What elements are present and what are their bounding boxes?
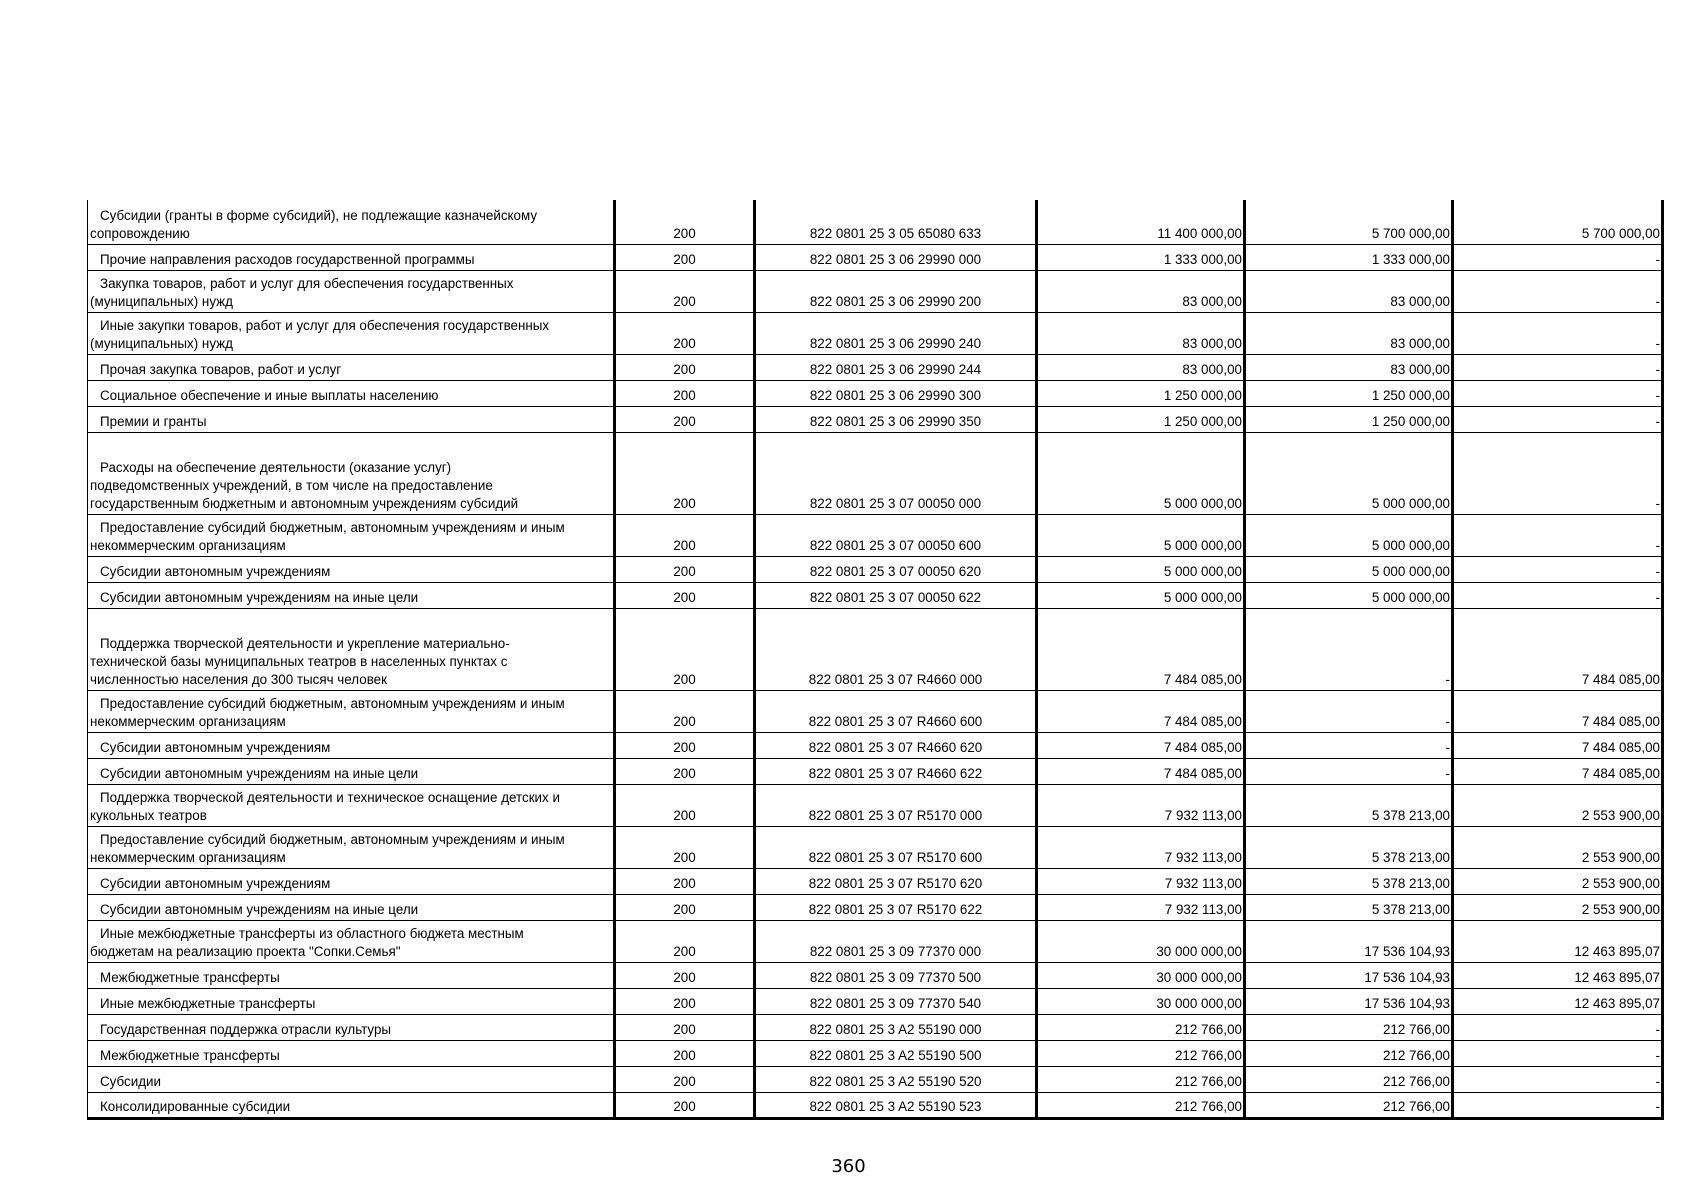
row-name: Закупка товаров, работ и услуг для обеспечения государственных (муниципальных) нужд <box>88 270 615 312</box>
row-admin-code: 200 <box>615 962 755 988</box>
row-budget-code: 822 0801 25 3 06 29990 000 <box>755 244 1037 270</box>
row-total-amount: 1 250 000,00 <box>1037 380 1245 406</box>
table-row <box>88 868 1663 894</box>
row-budget-code: 822 0801 25 3 07 00050 622 <box>755 582 1037 608</box>
row-budget-code: 822 0801 25 3 06 29990 200 <box>755 270 1037 312</box>
table-row <box>88 608 1663 690</box>
table-row <box>88 784 1663 826</box>
row-amount-3: 12 463 895,07 <box>1453 920 1663 962</box>
row-total-amount: 7 932 113,00 <box>1037 894 1245 920</box>
table-row <box>88 962 1663 988</box>
row-amount-2: 5 378 213,00 <box>1245 826 1453 868</box>
row-amount-2: 212 766,00 <box>1245 1066 1453 1092</box>
row-admin-code: 200 <box>615 244 755 270</box>
row-admin-code: 200 <box>615 1014 755 1040</box>
row-admin-code: 200 <box>615 556 755 582</box>
row-total-amount: 5 000 000,00 <box>1037 514 1245 556</box>
table-row <box>88 582 1663 608</box>
row-amount-3: - <box>1453 406 1663 432</box>
row-name: Субсидии автономным учреждениям <box>88 556 615 582</box>
row-total-amount: 30 000 000,00 <box>1037 988 1245 1014</box>
row-amount-3: - <box>1453 1040 1663 1066</box>
table-row <box>88 514 1663 556</box>
row-total-amount: 7 484 085,00 <box>1037 732 1245 758</box>
row-name: Иные межбюджетные трансферты из областного бюджета местным бюджетам на реализацию проекта "Сопки.Семья" <box>88 920 615 962</box>
row-name: Предоставление субсидий бюджетным, автономным учреждениям и иным некоммерческим организациям <box>88 514 615 556</box>
row-total-amount: 7 932 113,00 <box>1037 784 1245 826</box>
page-number: 360 <box>831 1156 866 1177</box>
row-name: Прочая закупка товаров, работ и услуг <box>88 354 615 380</box>
row-amount-2: 5 000 000,00 <box>1245 582 1453 608</box>
row-name: Консолидированные субсидии <box>88 1092 615 1118</box>
row-amount-3: - <box>1453 1066 1663 1092</box>
row-total-amount: 83 000,00 <box>1037 354 1245 380</box>
row-amount-2: 5 000 000,00 <box>1245 514 1453 556</box>
row-budget-code: 822 0801 25 3 07 00050 620 <box>755 556 1037 582</box>
row-budget-code: 822 0801 25 3 07 R5170 600 <box>755 826 1037 868</box>
row-admin-code: 200 <box>615 894 755 920</box>
row-budget-code: 822 0801 25 3 07 00050 000 <box>755 432 1037 514</box>
row-total-amount: 5 000 000,00 <box>1037 556 1245 582</box>
row-amount-3: - <box>1453 354 1663 380</box>
row-amount-3: - <box>1453 1092 1663 1118</box>
row-amount-2: - <box>1245 758 1453 784</box>
row-total-amount: 1 333 000,00 <box>1037 244 1245 270</box>
row-budget-code: 822 0801 25 3 07 R5170 000 <box>755 784 1037 826</box>
row-name: Поддержка творческой деятельности и укрепление материально- технической базы муниципальных театров в населенных пунктах с численностью населения до 300 тысяч человек <box>88 608 615 690</box>
row-admin-code: 200 <box>615 312 755 354</box>
budget-table-body <box>88 200 1663 1118</box>
row-total-amount: 83 000,00 <box>1037 270 1245 312</box>
row-admin-code: 200 <box>615 1040 755 1066</box>
table-row <box>88 988 1663 1014</box>
row-amount-3: 12 463 895,07 <box>1453 988 1663 1014</box>
table-row <box>88 1014 1663 1040</box>
row-budget-code: 822 0801 25 3 07 R4660 620 <box>755 732 1037 758</box>
row-amount-2: - <box>1245 690 1453 732</box>
row-amount-2: 212 766,00 <box>1245 1014 1453 1040</box>
row-budget-code: 822 0801 25 3 A2 55190 523 <box>755 1092 1037 1118</box>
row-total-amount: 212 766,00 <box>1037 1092 1245 1118</box>
row-budget-code: 822 0801 25 3 A2 55190 000 <box>755 1014 1037 1040</box>
row-total-amount: 30 000 000,00 <box>1037 962 1245 988</box>
row-budget-code: 822 0801 25 3 A2 55190 520 <box>755 1066 1037 1092</box>
row-amount-2: 83 000,00 <box>1245 270 1453 312</box>
row-amount-3: 5 700 000,00 <box>1453 200 1663 244</box>
table-row <box>88 920 1663 962</box>
row-amount-3: - <box>1453 380 1663 406</box>
row-name: Предоставление субсидий бюджетным, автономным учреждениям и иным некоммерческим организациям <box>88 826 615 868</box>
row-amount-2: 1 250 000,00 <box>1245 380 1453 406</box>
row-admin-code: 200 <box>615 1066 755 1092</box>
row-name: Субсидии автономным учреждениям на иные цели <box>88 758 615 784</box>
row-budget-code: 822 0801 25 3 07 00050 600 <box>755 514 1037 556</box>
table-row <box>88 406 1663 432</box>
row-amount-3: 7 484 085,00 <box>1453 608 1663 690</box>
table-row <box>88 354 1663 380</box>
table-row <box>88 556 1663 582</box>
row-budget-code: 822 0801 25 3 05 65080 633 <box>755 200 1037 244</box>
budget-table <box>87 200 1664 1120</box>
row-amount-3: - <box>1453 432 1663 514</box>
row-budget-code: 822 0801 25 3 07 R4660 622 <box>755 758 1037 784</box>
table-row <box>88 432 1663 514</box>
row-amount-2: 212 766,00 <box>1245 1092 1453 1118</box>
row-amount-2: 83 000,00 <box>1245 312 1453 354</box>
row-amount-2: 17 536 104,93 <box>1245 988 1453 1014</box>
row-amount-2: 17 536 104,93 <box>1245 962 1453 988</box>
row-amount-3: - <box>1453 244 1663 270</box>
table-row <box>88 380 1663 406</box>
row-admin-code: 200 <box>615 432 755 514</box>
row-name: Иные межбюджетные трансферты <box>88 988 615 1014</box>
row-name: Социальное обеспечение и иные выплаты населению <box>88 380 615 406</box>
row-budget-code: 822 0801 25 3 09 77370 000 <box>755 920 1037 962</box>
row-total-amount: 7 484 085,00 <box>1037 758 1245 784</box>
row-total-amount: 5 000 000,00 <box>1037 582 1245 608</box>
row-admin-code: 200 <box>615 988 755 1014</box>
row-amount-2: 212 766,00 <box>1245 1040 1453 1066</box>
row-amount-3: 2 553 900,00 <box>1453 894 1663 920</box>
row-budget-code: 822 0801 25 3 07 R5170 622 <box>755 894 1037 920</box>
row-amount-3: - <box>1453 312 1663 354</box>
row-name: Субсидии автономным учреждениям на иные цели <box>88 582 615 608</box>
table-row <box>88 1092 1663 1118</box>
table-row <box>88 732 1663 758</box>
row-amount-3: - <box>1453 514 1663 556</box>
row-total-amount: 212 766,00 <box>1037 1040 1245 1066</box>
row-amount-2: 83 000,00 <box>1245 354 1453 380</box>
row-budget-code: 822 0801 25 3 06 29990 244 <box>755 354 1037 380</box>
row-name: Субсидии <box>88 1066 615 1092</box>
row-total-amount: 7 484 085,00 <box>1037 608 1245 690</box>
row-name: Субсидии (гранты в форме субсидий), не подлежащие казначейскому сопровождению <box>88 200 615 244</box>
row-amount-3: - <box>1453 1014 1663 1040</box>
row-total-amount: 212 766,00 <box>1037 1014 1245 1040</box>
row-admin-code: 200 <box>615 1092 755 1118</box>
row-budget-code: 822 0801 25 3 06 29990 300 <box>755 380 1037 406</box>
row-admin-code: 200 <box>615 514 755 556</box>
row-amount-3: 2 553 900,00 <box>1453 868 1663 894</box>
row-name: Субсидии автономным учреждениям на иные цели <box>88 894 615 920</box>
row-admin-code: 200 <box>615 200 755 244</box>
row-amount-2: 5 000 000,00 <box>1245 432 1453 514</box>
row-admin-code: 200 <box>615 406 755 432</box>
row-admin-code: 200 <box>615 270 755 312</box>
table-row <box>88 200 1663 244</box>
row-amount-3: - <box>1453 270 1663 312</box>
row-name: Расходы на обеспечение деятельности (оказание услуг) подведомственных учреждений, в том числе на предоставление государственным бюджетным и автономным учреждениям субсидий <box>88 432 615 514</box>
row-amount-3: 2 553 900,00 <box>1453 784 1663 826</box>
row-amount-3: 12 463 895,07 <box>1453 962 1663 988</box>
row-admin-code: 200 <box>615 582 755 608</box>
row-admin-code: 200 <box>615 354 755 380</box>
table-row <box>88 894 1663 920</box>
table-row <box>88 244 1663 270</box>
row-name: Государственная поддержка отрасли культуры <box>88 1014 615 1040</box>
row-amount-3: 7 484 085,00 <box>1453 732 1663 758</box>
row-amount-3: 2 553 900,00 <box>1453 826 1663 868</box>
row-total-amount: 5 000 000,00 <box>1037 432 1245 514</box>
table-row <box>88 312 1663 354</box>
row-admin-code: 200 <box>615 868 755 894</box>
row-budget-code: 822 0801 25 3 A2 55190 500 <box>755 1040 1037 1066</box>
row-amount-2: - <box>1245 732 1453 758</box>
row-amount-3: 7 484 085,00 <box>1453 758 1663 784</box>
row-admin-code: 200 <box>615 758 755 784</box>
row-name: Иные закупки товаров, работ и услуг для обеспечения государственных (муниципальных) нужд <box>88 312 615 354</box>
row-total-amount: 7 932 113,00 <box>1037 826 1245 868</box>
row-budget-code: 822 0801 25 3 09 77370 500 <box>755 962 1037 988</box>
row-amount-2: 5 378 213,00 <box>1245 894 1453 920</box>
row-admin-code: 200 <box>615 732 755 758</box>
row-total-amount: 11 400 000,00 <box>1037 200 1245 244</box>
row-budget-code: 822 0801 25 3 09 77370 540 <box>755 988 1037 1014</box>
table-row <box>88 758 1663 784</box>
row-amount-2: 1 250 000,00 <box>1245 406 1453 432</box>
row-total-amount: 212 766,00 <box>1037 1066 1245 1092</box>
row-admin-code: 200 <box>615 826 755 868</box>
row-admin-code: 200 <box>615 380 755 406</box>
row-amount-2: 17 536 104,93 <box>1245 920 1453 962</box>
row-amount-2: 1 333 000,00 <box>1245 244 1453 270</box>
row-name: Премии и гранты <box>88 406 615 432</box>
row-name: Субсидии автономным учреждениям <box>88 868 615 894</box>
row-admin-code: 200 <box>615 784 755 826</box>
row-amount-3: 7 484 085,00 <box>1453 690 1663 732</box>
row-amount-2: - <box>1245 608 1453 690</box>
row-total-amount: 1 250 000,00 <box>1037 406 1245 432</box>
row-amount-3: - <box>1453 556 1663 582</box>
table-row <box>88 690 1663 732</box>
row-name: Предоставление субсидий бюджетным, автономным учреждениям и иным некоммерческим организациям <box>88 690 615 732</box>
table-row <box>88 270 1663 312</box>
row-total-amount: 7 484 085,00 <box>1037 690 1245 732</box>
row-total-amount: 30 000 000,00 <box>1037 920 1245 962</box>
row-amount-2: 5 378 213,00 <box>1245 784 1453 826</box>
row-admin-code: 200 <box>615 690 755 732</box>
row-name: Межбюджетные трансферты <box>88 962 615 988</box>
row-total-amount: 7 932 113,00 <box>1037 868 1245 894</box>
row-admin-code: 200 <box>615 608 755 690</box>
row-amount-2: 5 700 000,00 <box>1245 200 1453 244</box>
row-total-amount: 83 000,00 <box>1037 312 1245 354</box>
row-budget-code: 822 0801 25 3 07 R4660 600 <box>755 690 1037 732</box>
row-amount-3: - <box>1453 582 1663 608</box>
row-budget-code: 822 0801 25 3 06 29990 240 <box>755 312 1037 354</box>
table-row <box>88 826 1663 868</box>
table-row <box>88 1040 1663 1066</box>
row-amount-2: 5 000 000,00 <box>1245 556 1453 582</box>
row-name: Прочие направления расходов государственной программы <box>88 244 615 270</box>
table-row <box>88 1066 1663 1092</box>
row-name: Поддержка творческой деятельности и техническое оснащение детских и кукольных театров <box>88 784 615 826</box>
row-budget-code: 822 0801 25 3 07 R5170 620 <box>755 868 1037 894</box>
row-admin-code: 200 <box>615 920 755 962</box>
row-amount-2: 5 378 213,00 <box>1245 868 1453 894</box>
row-budget-code: 822 0801 25 3 07 R4660 000 <box>755 608 1037 690</box>
row-name: Субсидии автономным учреждениям <box>88 732 615 758</box>
row-name: Межбюджетные трансферты <box>88 1040 615 1066</box>
row-budget-code: 822 0801 25 3 06 29990 350 <box>755 406 1037 432</box>
